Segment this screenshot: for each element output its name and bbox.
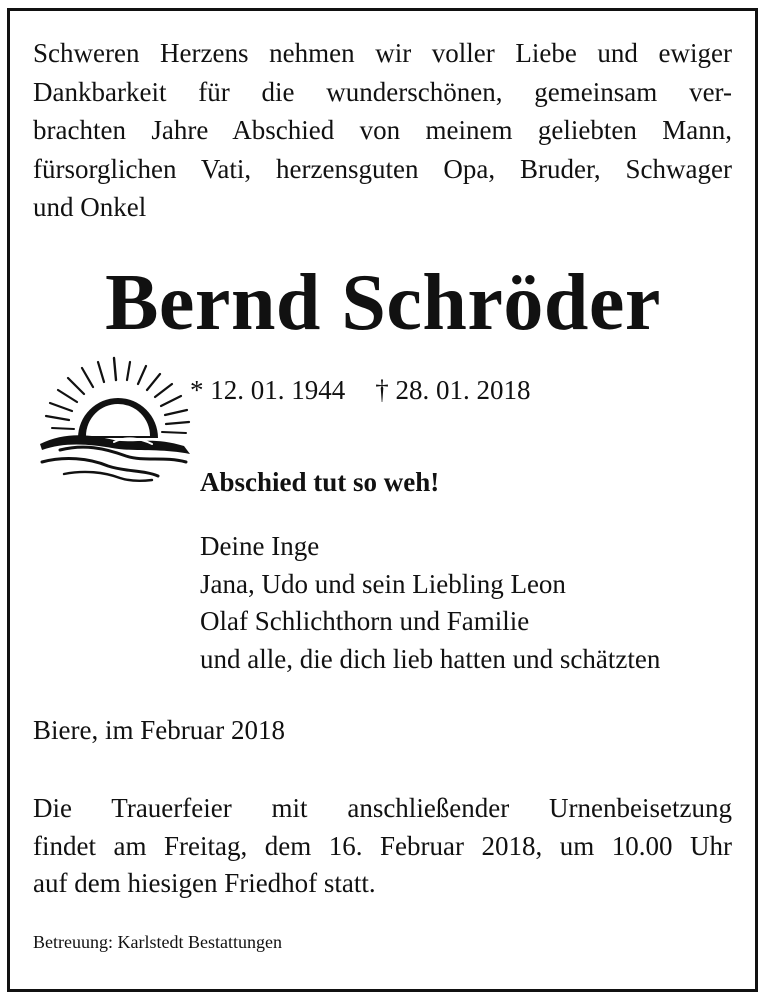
life-dates xyxy=(190,373,531,407)
intro-line: brachten Jahre Abschied von meinem geliebten Mann, xyxy=(33,115,732,145)
ceremony-line: auf dem hiesigen Friedhof statt. xyxy=(33,868,376,898)
ceremony-info xyxy=(33,790,732,903)
funeral-home-credit: Betreuung: Karlstedt Bestattungen xyxy=(33,932,282,952)
ceremony-line: findet am Freitag, dem 16. Februar 2018, um 10.00 Uhr xyxy=(33,830,732,861)
motto: Abschied tut so weh! xyxy=(200,467,440,497)
mourner-entry: Jana, Udo und sein Liebling Leon xyxy=(200,568,566,599)
death-date: † 28. 01. 2018 xyxy=(375,375,531,405)
mourner-entry: Deine Inge xyxy=(200,531,320,561)
mourners-list xyxy=(200,528,660,678)
intro-line: Schweren Herzens nehmen wir voller Liebe und ewiger xyxy=(33,38,732,68)
deceased-name: Bernd Schröder xyxy=(105,259,661,347)
intro-line: fürsorglichen Vati, herzensguten Opa, Bruder, Schwager xyxy=(33,153,732,184)
sunset-over-hills-icon xyxy=(34,352,194,487)
intro-text xyxy=(33,34,732,227)
mourner-entry: Olaf Schlichthorn und Familie xyxy=(200,606,530,636)
mourner-entry: und alle, die dich lieb hatten und schätzten xyxy=(200,643,661,674)
intro-line: Dankbarkeit für die wunderschönen, gemeinsam ver- xyxy=(33,76,732,107)
birth-date: * 12. 01. 1944 xyxy=(190,375,346,405)
intro-line: und Onkel xyxy=(33,192,147,222)
place-and-date: Biere, im Februar 2018 xyxy=(33,715,285,745)
ceremony-line: Die Trauerfeier mit anschließender Urnenbeisetzung xyxy=(33,793,732,823)
